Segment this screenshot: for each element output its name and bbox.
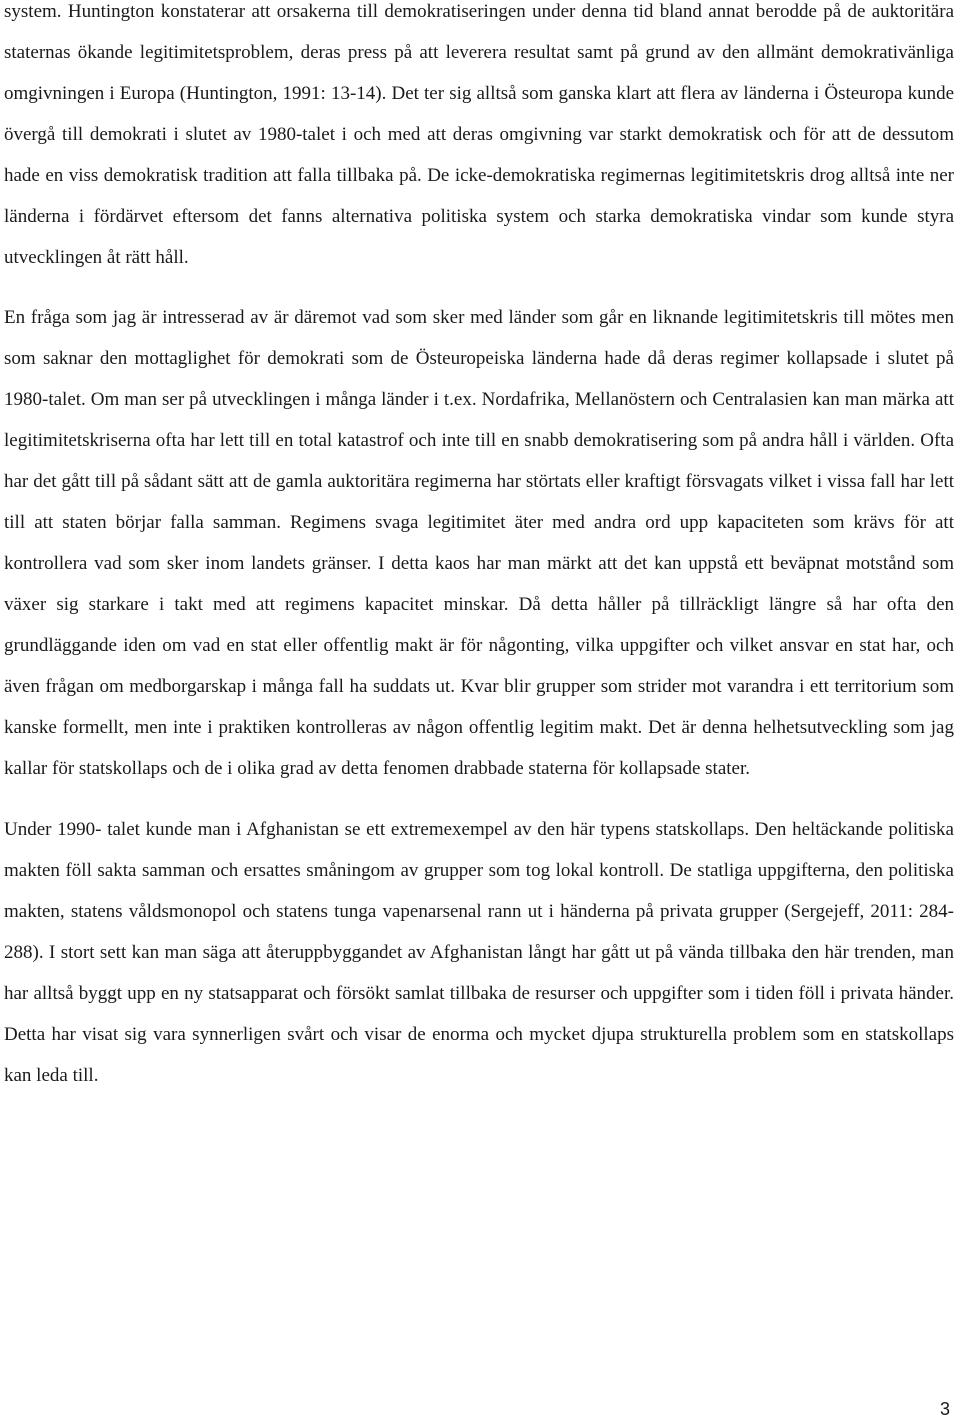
paragraph-3: Under 1990- talet kunde man i Afghanistan se ett extremexempel av den här typens statskollaps. Den heltäckande politiska makten föll sakta samman och ersattes småningom av grupper som tog lokal kontroll. De statliga uppgifterna, den politiska makten, statens våldsmonopol och statens tunga vapenarsenal rann ut i händerna på privata grupper (Sergejeff, 2011: 284-288). I stort sett kan man säga att återuppbyggandet av Afghanistan långt har gått ut på vända tillbaka den här trenden, man har alltså byggt upp en ny statsapparat och försökt samlat tillbaka de resurser och uppgifter som i tiden föll i privata händer. Detta har visat sig vara synnerligen svårt och visar de enorma och mycket djupa strukturella problem som en statskollaps kan leda till. xyxy=(4,819,954,1086)
paragraph-1: system. Huntington konstaterar att orsakerna till demokratiseringen under denna tid bland annat berodde på de auktoritära staternas ökande legitimitetsproblem, deras press på att leverera resultat samt på grund av den allmänt demokrativänliga omgivningen i Europa (Huntington, 1991: 13-14). Det ter sig alltså som ganska klart att flera av länderna i Östeuropa kunde övergå till demokrati i slutet av 1980-talet i och med att deras omgivning var starkt demokratisk och för att de dessutom hade en viss demokratisk tradition att falla tillbaka på. De icke-demokratiska regimernas legitimitetskris drog alltså inte ner länderna i fördärvet eftersom det fanns alternativa politiska system och starka demokratiska vindar som kunde styra utvecklingen åt rätt håll. xyxy=(4,1,954,268)
paragraph-2: En fråga som jag är intresserad av är däremot vad som sker med länder som går en liknande legitimitetskris till mötes men som saknar den mottaglighet för demokrati som de Östeuropeiska länderna hade då deras regimer kollapsade i slutet på 1980-talet. Om man ser på utvecklingen i många länder i t.ex. Nordafrika, Mellanöstern och Centralasien kan man märka att legitimitetskriserna ofta har lett till en total katastrof och inte till en snabb demokratisering som på andra håll i världen. Ofta har det gått till på sådant sätt att de gamla auktoritära regimerna har störtats eller kraftigt försvagats vilket i vissa fall har lett till att staten börjar falla samman. Regimens svaga legitimitet äter med andra ord upp kapaciteten som krävs för att kontrollera vad som sker inom landets gränser. I detta kaos har man märkt att det kan uppstå ett beväpnat motstånd som växer sig starkare i takt med att regimens kapacitet minskar. Då detta håller på tillräckligt längre så har ofta den grundläggande iden om vad en stat eller offentlig makt är för någonting, vilka uppgifter och vilket ansvar en stat har, och även frågan om medborgarskap i många fall ha suddats ut. Kvar blir grupper som strider mot varandra i ett territorium som kanske formellt, men inte i praktiken kontrolleras av någon offentlig legitim makt. Det är denna helhetsutveckling som jag kallar för statskollaps och de i olika grad av detta fenomen drabbade staterna för kollapsade stater. xyxy=(4,307,954,779)
document-page xyxy=(4,0,954,1096)
page-number: 3 xyxy=(939,1399,950,1419)
